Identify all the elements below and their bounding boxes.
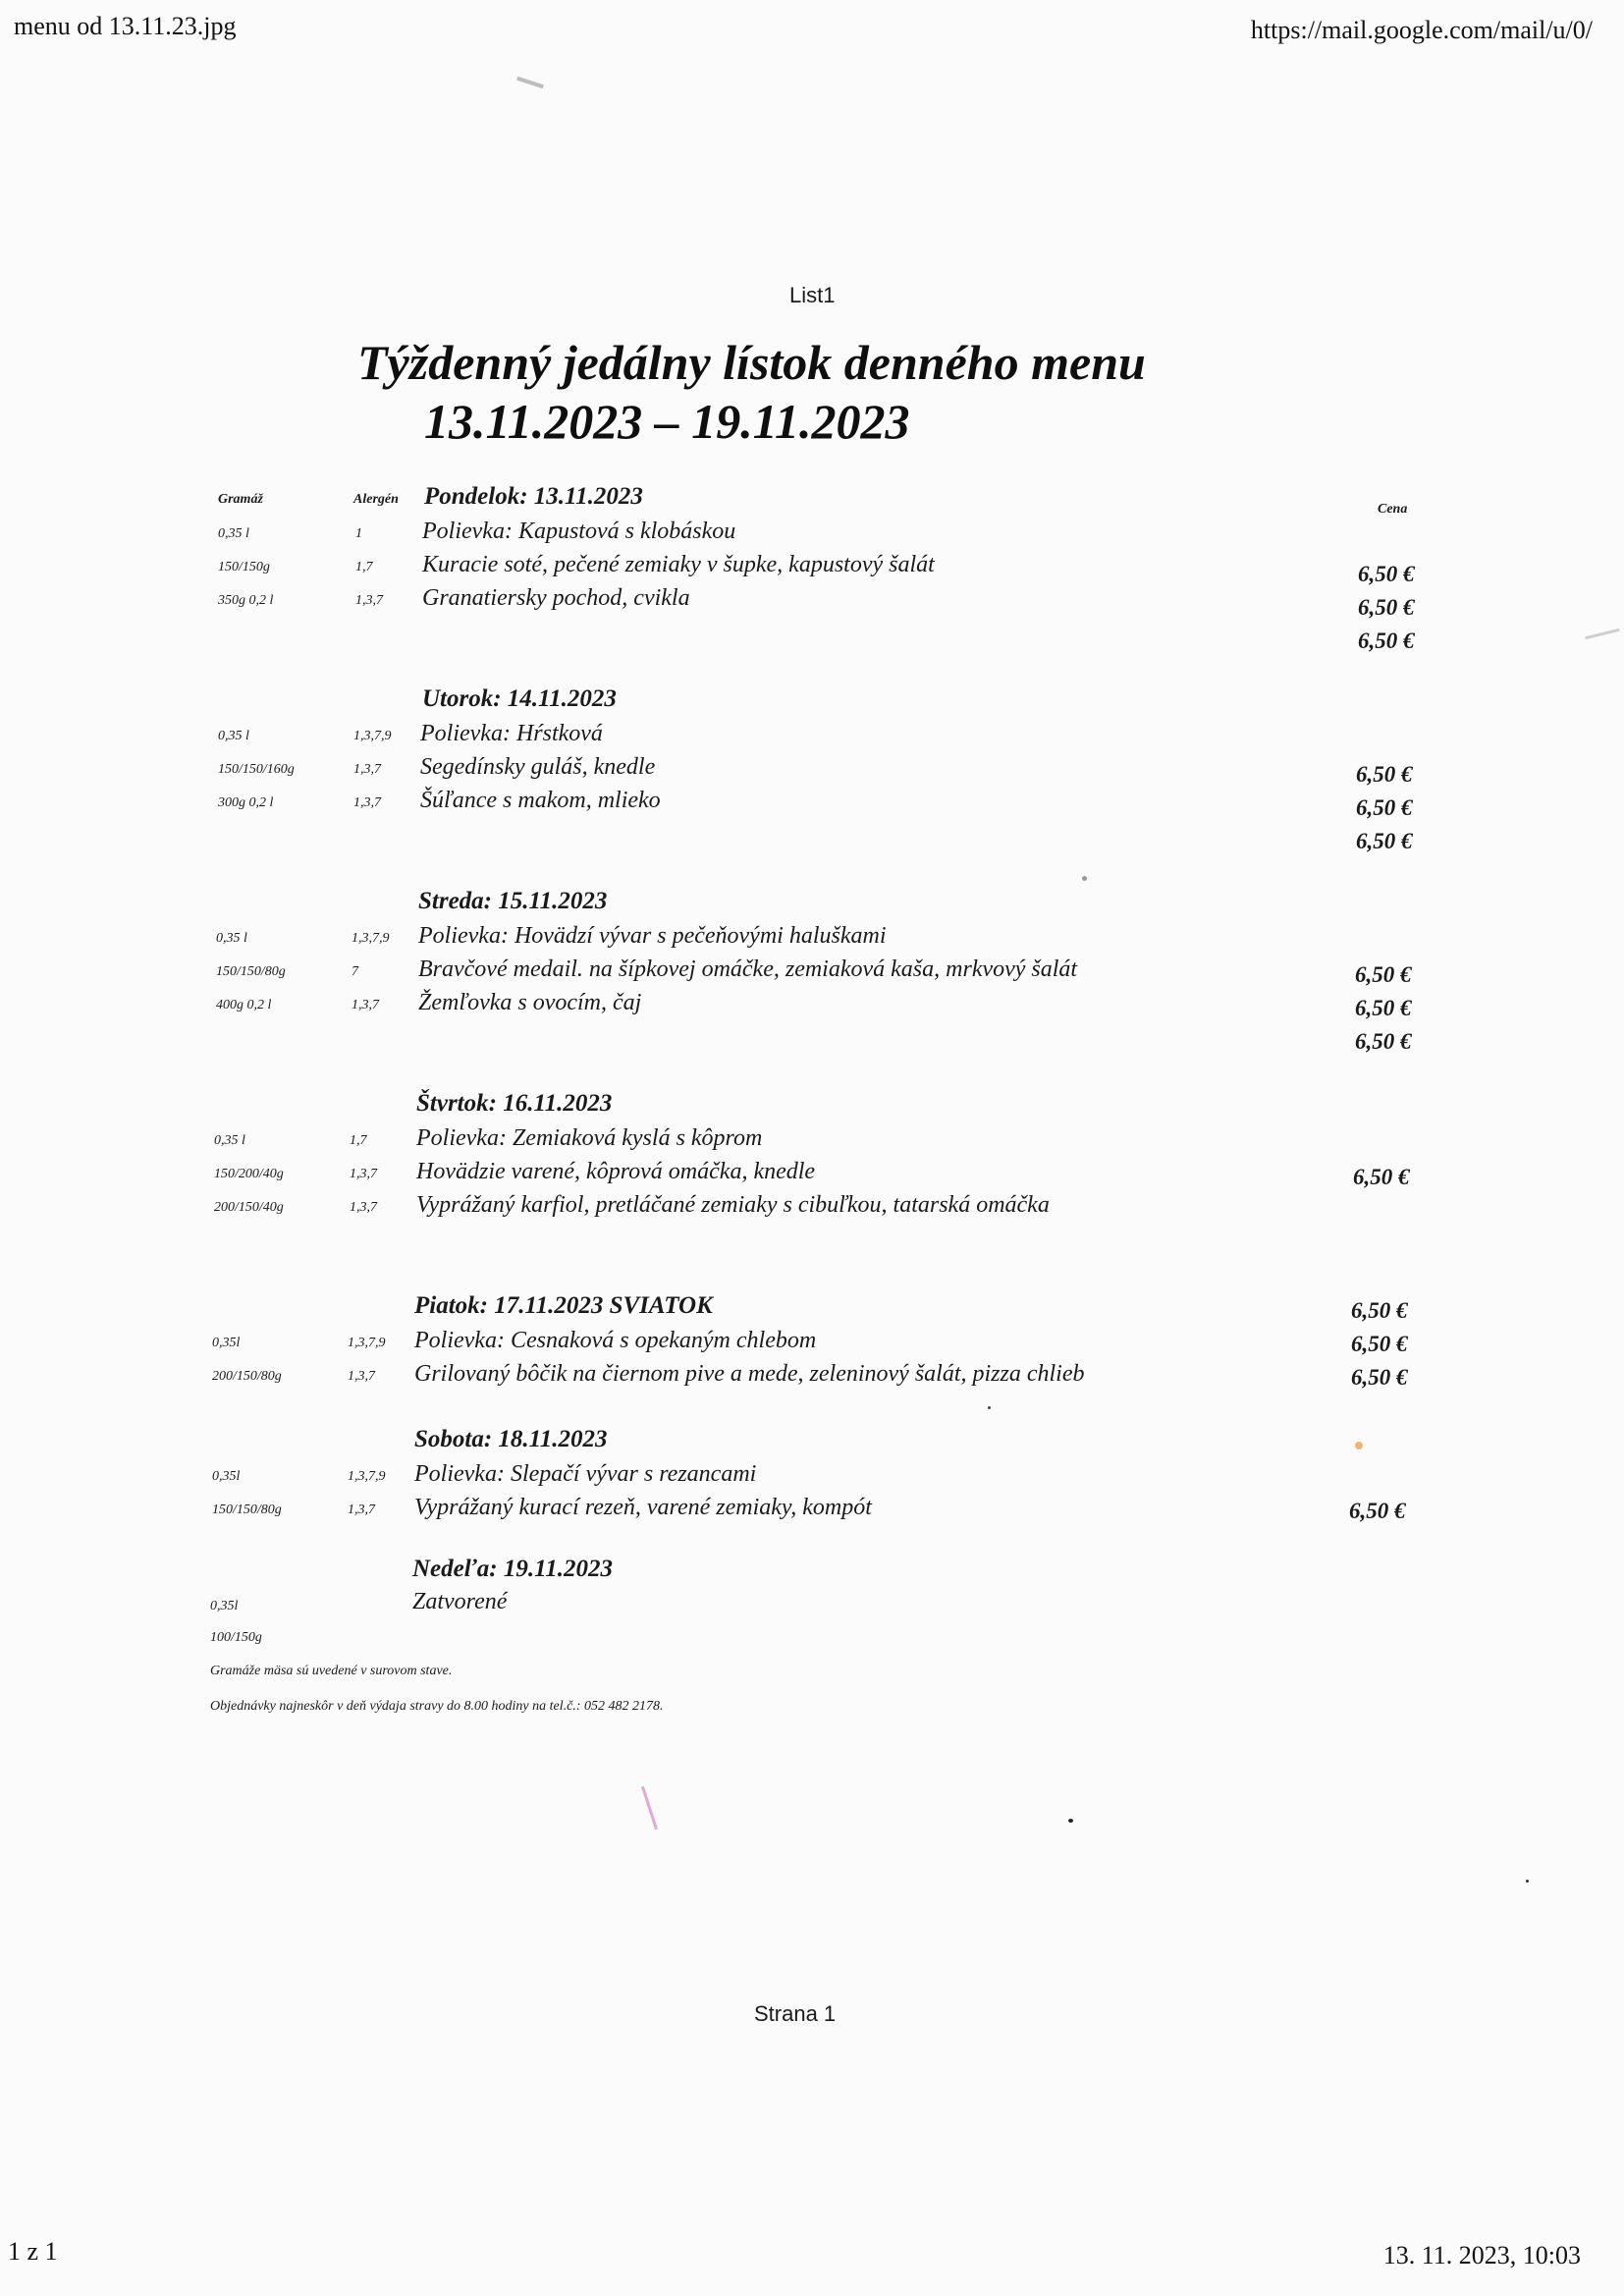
row-gramaz: 100/150g [210, 1630, 262, 1645]
row-alergen: 1,3,7 [348, 1369, 375, 1384]
scan-speck [988, 1406, 991, 1409]
row-alergen: 1,3,7 [350, 1167, 377, 1181]
dish-name: Polievka: Cesnaková s opekaným chlebom [414, 1328, 817, 1353]
dish-name: Zatvorené [412, 1589, 508, 1614]
row-gramaz: 200/150/80g [212, 1369, 282, 1384]
row-gramaz: 150/200/40g [214, 1167, 284, 1181]
dish-name: Žemľovka s ovocím, čaj [418, 990, 642, 1015]
sheet-name: List1 [789, 283, 836, 307]
dish-name: Vyprážaný karfiol, pretláčané zemiaky s cibuľkou, tatarská omáčka [416, 1192, 1050, 1218]
dish-name: Bravčové medail. na šípkovej omáčke, zemiaková kaša, mrkvový šalát [418, 957, 1078, 982]
dish-name: Polievka: Zemiaková kyslá s kôprom [416, 1125, 763, 1151]
price: 6,50 € [1358, 562, 1415, 586]
day-heading-sunday: Nedeľa: 19.11.2023 [412, 1556, 613, 1582]
dish-name: Granatiersky pochod, cvikla [422, 585, 690, 611]
column-header-alergen: Alergén [353, 492, 399, 507]
price: 6,50 € [1351, 1332, 1408, 1356]
row-gramaz: 0,35 l [218, 526, 249, 541]
row-alergen: 1,3,7 [350, 1200, 377, 1215]
column-header-gramaz: Gramáž [218, 492, 263, 507]
day-heading-wednesday: Streda: 15.11.2023 [418, 888, 608, 914]
dish-name: Vyprážaný kurací rezeň, varené zemiaky, kompót [414, 1495, 872, 1520]
file-name: menu od 13.11.23.jpg [14, 12, 237, 40]
price: 6,50 € [1356, 829, 1413, 853]
page-count: 1 z 1 [8, 2237, 58, 2266]
row-gramaz: 150/150g [218, 560, 270, 574]
menu-title: Týždenný jedálny lístok denného menu [357, 335, 1146, 390]
dish-name: Polievka: Hŕstková [420, 721, 603, 746]
row-gramaz: 300g 0,2 l [218, 795, 274, 810]
row-gramaz: 350g 0,2 l [218, 593, 274, 608]
row-gramaz: 0,35l [210, 1599, 239, 1613]
dish-name: Hovädzie varené, kôprová omáčka, knedle [416, 1159, 816, 1184]
row-gramaz: 0,35l [212, 1336, 241, 1350]
row-gramaz: 150/150/160g [218, 762, 295, 777]
row-alergen: 1,3,7 [348, 1503, 375, 1517]
price: 6,50 € [1353, 1165, 1410, 1189]
row-alergen: 1 [355, 526, 362, 541]
print-datetime: 13. 11. 2023, 10:03 [1382, 2241, 1581, 2269]
row-alergen: 1,3,7 [353, 762, 381, 777]
row-gramaz: 150/150/80g [216, 964, 286, 979]
dish-name: Polievka: Hovädzí vývar s pečeňovými haluškami [418, 923, 887, 949]
row-alergen: 7 [352, 964, 358, 979]
page-url: https://mail.google.com/mail/u/0/ [1250, 16, 1593, 44]
row-gramaz: 0,35 l [218, 729, 249, 743]
dish-name: Grilovaný bôčik na čiernom pive a mede, zeleninový šalát, pizza chlieb [414, 1361, 1085, 1387]
scan-streak [641, 1786, 658, 1831]
scan-speck [1526, 1880, 1529, 1883]
dish-name: Šúľance s makom, mlieko [420, 788, 661, 813]
scan-speck [1082, 876, 1087, 881]
row-gramaz: 0,35 l [214, 1133, 245, 1148]
price: 6,50 € [1355, 1029, 1412, 1054]
row-gramaz: 0,35l [212, 1469, 241, 1484]
row-alergen: 1,7 [355, 560, 373, 574]
note-orders: Objednávky najneskôr v deň výdaja stravy do 8.00 hodiny na tel.č.: 052 482 2178. [210, 1699, 664, 1714]
scan-streak [516, 77, 544, 88]
row-alergen: 1,3,7,9 [352, 931, 390, 946]
row-gramaz: 400g 0,2 l [216, 998, 272, 1012]
row-alergen: 1,3,7 [355, 593, 383, 608]
row-alergen: 1,3,7 [353, 795, 381, 810]
price: 6,50 € [1351, 1365, 1408, 1390]
price: 6,50 € [1349, 1499, 1406, 1523]
menu-date-range: 13.11.2023 – 19.11.2023 [424, 394, 910, 449]
price: 6,50 € [1358, 595, 1415, 620]
day-heading-friday: Piatok: 17.11.2023 SVIATOK [414, 1292, 713, 1319]
day-heading-thursday: Štvrtok: 16.11.2023 [416, 1090, 613, 1117]
row-alergen: 1,3,7,9 [348, 1336, 386, 1350]
day-heading-tuesday: Utorok: 14.11.2023 [422, 685, 617, 712]
price: 6,50 € [1356, 762, 1413, 787]
day-heading-saturday: Sobota: 18.11.2023 [414, 1426, 608, 1452]
day-heading-monday: Pondelok: 13.11.2023 [424, 483, 643, 510]
dish-name: Segedínsky guláš, knedle [420, 754, 656, 780]
dish-name: Polievka: Slepačí vývar s rezancami [414, 1461, 757, 1487]
page-label: Strana 1 [754, 2001, 837, 2026]
dish-name: Kuracie soté, pečené zemiaky v šupke, kapustový šalát [422, 552, 935, 577]
row-gramaz: 0,35 l [216, 931, 247, 946]
price: 6,50 € [1356, 795, 1413, 820]
row-alergen: 1,7 [350, 1133, 367, 1148]
price: 6,50 € [1355, 962, 1412, 987]
row-alergen: 1,3,7 [352, 998, 379, 1012]
row-alergen: 1,3,7,9 [353, 729, 392, 743]
scan-speck [1355, 1442, 1363, 1449]
dish-name: Polievka: Kapustová s klobáskou [422, 519, 736, 544]
scan-speck [1068, 1819, 1073, 1823]
price: 6,50 € [1355, 996, 1412, 1020]
row-alergen: 1,3,7,9 [348, 1469, 386, 1484]
scan-streak [1585, 629, 1620, 640]
row-gramaz: 200/150/40g [214, 1200, 284, 1215]
note-raw-weight: Gramáže mäsa sú uvedené v surovom stave. [210, 1664, 453, 1678]
price: 6,50 € [1351, 1298, 1408, 1323]
row-gramaz: 150/150/80g [212, 1503, 282, 1517]
column-header-cena: Cena [1378, 502, 1408, 517]
price: 6,50 € [1358, 629, 1415, 653]
